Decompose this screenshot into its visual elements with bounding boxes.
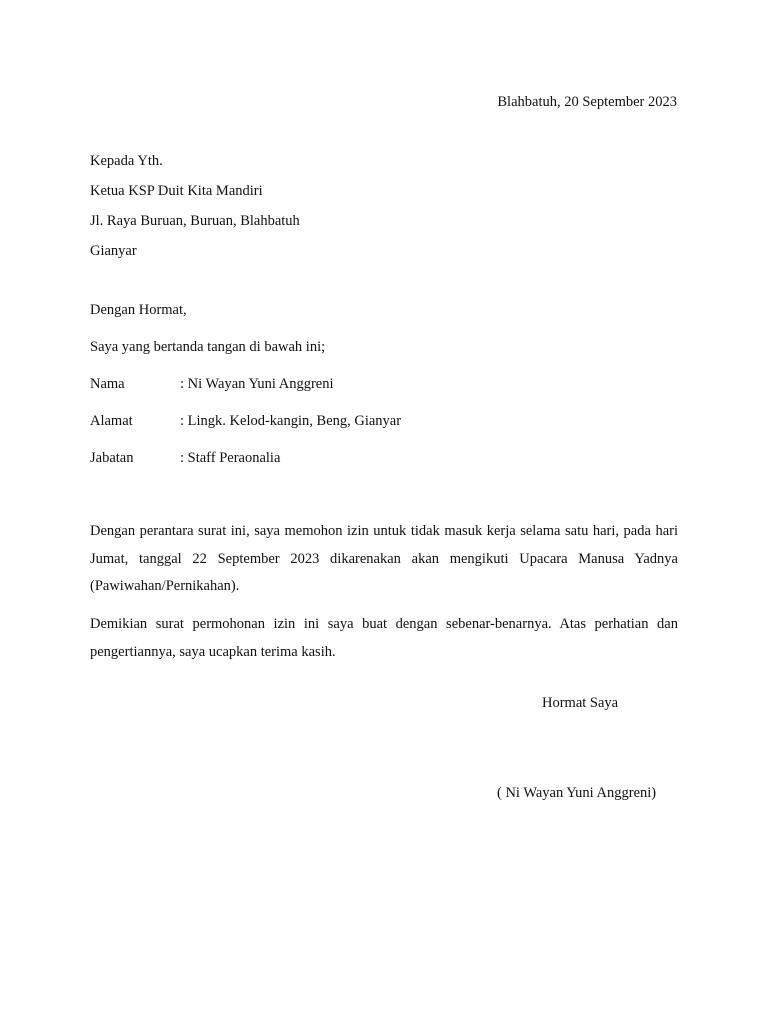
intro-line: Saya yang bertanda tangan di bawah ini; xyxy=(90,339,326,355)
field-row-nama xyxy=(90,377,333,392)
signature-name: ( Ni Wayan Yuni Anggreni) xyxy=(497,785,657,801)
recipient-line: Kepada Yth. xyxy=(90,153,163,169)
field-row-jabatan xyxy=(90,451,280,466)
field-label: Nama xyxy=(90,376,125,392)
closing: Hormat Saya xyxy=(542,695,619,711)
recipient-line: Gianyar xyxy=(90,243,137,259)
body-paragraph: Dengan perantara surat ini, saya memohon izin untuk tidak masuk kerja selama satu hari, pada hari Jumat, tanggal 22 September 2023 dikarenakan akan mengikuti Upacara Manusa Yadnya (Pawiwahan/Pernikahan). xyxy=(90,523,678,594)
field-value: : Ni Wayan Yuni Anggreni xyxy=(180,376,334,392)
field-label: Jabatan xyxy=(90,450,134,466)
field-label: Alamat xyxy=(90,413,133,429)
field-value: : Lingk. Kelod-kangin, Beng, Gianyar xyxy=(180,413,402,429)
recipient-line: Jl. Raya Buruan, Buruan, Blahbatuh xyxy=(90,213,300,229)
field-value: : Staff Peraonalia xyxy=(180,450,281,466)
body-paragraph: Demikian surat permohonan izin ini saya buat dengan sebenar-benarnya. Atas perhatian dan pengertiannya, saya ucapkan terima kasih. xyxy=(90,616,678,660)
field-row-alamat xyxy=(90,414,401,429)
letter-date: Blahbatuh, 20 September 2023 xyxy=(497,94,677,110)
recipient-line: Ketua KSP Duit Kita Mandiri xyxy=(90,183,263,199)
salutation: Dengan Hormat, xyxy=(90,302,187,318)
